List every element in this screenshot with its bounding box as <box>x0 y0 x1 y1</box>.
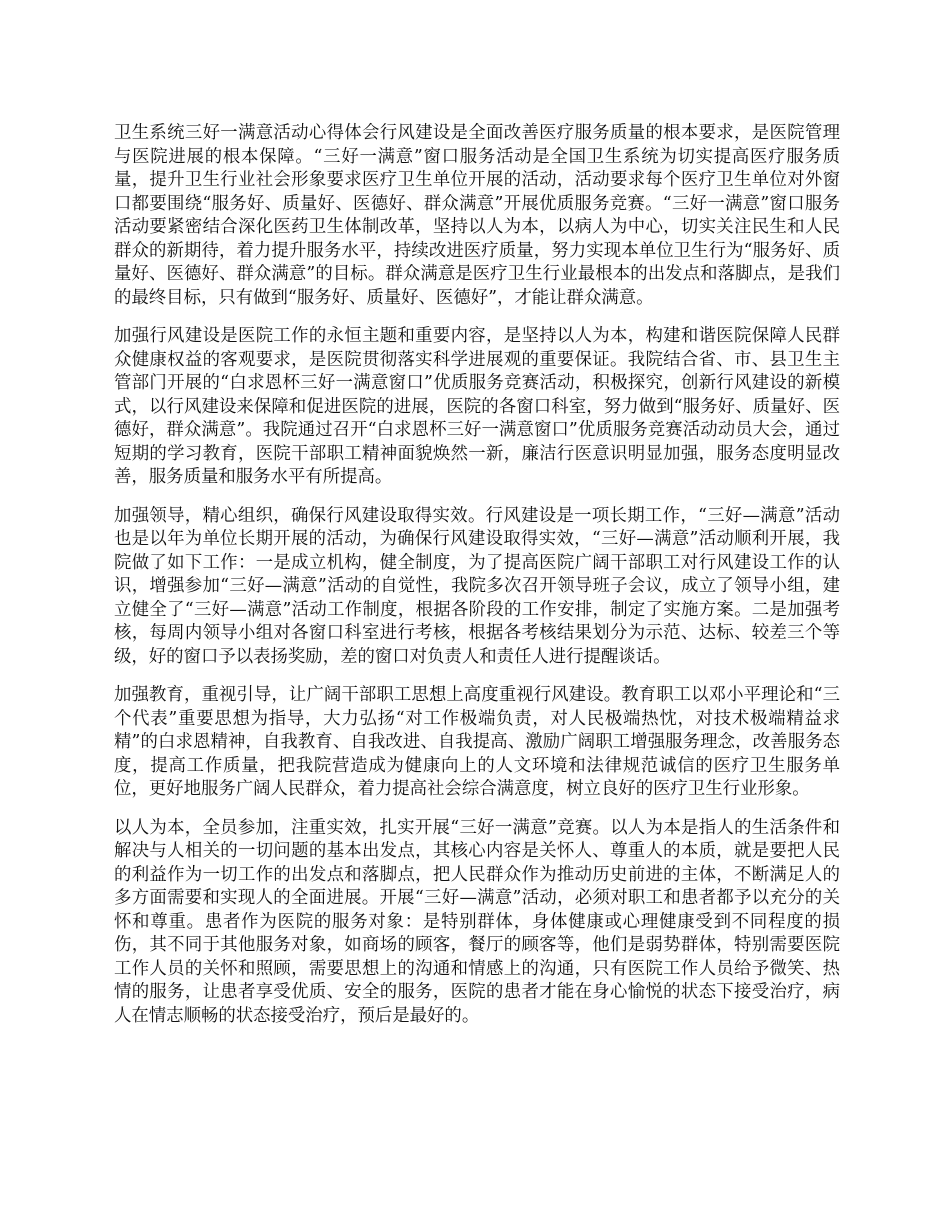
paragraph-2: 加强行风建设是医院工作的永恒主题和重要内容，是坚持以人为本，构建和谐医院保障人民群众健康权益的客观要求，是医院贯彻落实科学进展观的重要保证。我院结合省、市、县卫生主管部门开展的“白求恩杯三好一满意窗口”优质服务竞赛活动，积极探究，创新行风建设的新模式，以行风建设来保障和促进医院的进展，医院的各窗口科室，努力做到“服务好、质量好、医德好，群众满意”。我院通过召开“白求恩杯三好一满意窗口”优质服务竞赛活动动员大会，通过短期的学习教育，医院干部职工精神面貌焕然一新，廉洁行医意识明显加强，服务态度明显改善，服务质量和服务水平有所提高。 <box>114 326 840 487</box>
document-body <box>114 122 840 1043</box>
paragraph-5: 以人为本，全员参加，注重实效，扎实开展“三好一满意”竞赛。以人为本是指人的生活条件和解决与人相关的一切问题的基本出发点，其核心内容是关怀人、尊重人的本质，就是要把人民的利益作为一切工作的出发点和落脚点，把人民群众作为推动历史前进的主体，不断满足人的多方面需要和实现人的全面进展。开展“三好—满意”活动，必须对职工和患者都予以充分的关怀和尊重。患者作为医院的服务对象：是特别群体，身体健康或心理健康受到不同程度的损伤，其不同于其他服务对象，如商场的顾客，餐厅的顾客等，他们是弱势群体，特别需要医院工作人员的关怀和照顾，需要思想上的沟通和情感上的沟通，只有医院工作人员给予微笑、热情的服务，让患者享受优质、安全的服务，医院的患者才能在身心愉悦的状态下接受治疗，病人在情志顺畅的状态接受治疗，预后是最好的。 <box>114 817 840 1026</box>
paragraph-3: 加强领导，精心组织，确保行风建设取得实效。行风建设是一项长期工作，“三好—满意”活动也是以年为单位长期开展的活动，为确保行风建设取得实效，“三好—满意”活动顺利开展，我院做了如下工作：一是成立机构，健全制度，为了提高医院广阔干部职工对行风建设工作的认识，增强参加“三好—满意”活动的自觉性，我院多次召开领导班子会议，成立了领导小组，建立健全了“三好—满意”活动工作制度，根据各阶段的工作安排，制定了实施方案。二是加强考核，每周内领导小组对各窗口科室进行考核，根据各考核结果划分为示范、达标、较差三个等级，好的窗口予以表扬奖励，差的窗口对负责人和责任人进行提醒谈话。 <box>114 505 840 667</box>
paragraph-4: 加强教育，重视引导，让广阔干部职工思想上高度重视行风建设。教育职工以邓小平理论和“三个代表”重要思想为指导，大力弘扬“对工作极端负责，对人民极端热忱，对技术极端精益求精”的白求恩精神，自我教育、自我改进、自我提高、激励广阔职工增强服务理念，改善服务态度，提高工作质量，把我院营造成为健康向上的人文环境和法律规范诚信的医疗卫生服务单位，更好地服务广阔人民群众，着力提高社会综合满意度，树立良好的医疗卫生行业形象。 <box>114 685 840 799</box>
paragraph-1: 卫生系统三好一满意活动心得体会行风建设是全面改善医疗服务质量的根本要求，是医院管理与医院进展的根本保障。“三好一满意”窗口服务活动是全国卫生系统为切实提高医疗服务质量，提升卫生行业社会形象要求医疗卫生单位开展的活动，活动要求每个医疗卫生单位对外窗口都要围绕“服务好、质量好、医德好、群众满意”开展优质服务竞赛。“三好一满意”窗口服务活动要紧密结合深化医药卫生体制改革，坚持以人为本，以病人为中心，切实关注民生和人民群众的新期待，着力提升服务水平，持续改进医疗质量，努力实现本单位卫生行为“服务好、质量好、医德好、群众满意”的目标。群众满意是医疗卫生行业最根本的出发点和落脚点，是我们的最终目标，只有做到“服务好、质量好、医德好”，才能让群众满意。 <box>114 123 840 308</box>
